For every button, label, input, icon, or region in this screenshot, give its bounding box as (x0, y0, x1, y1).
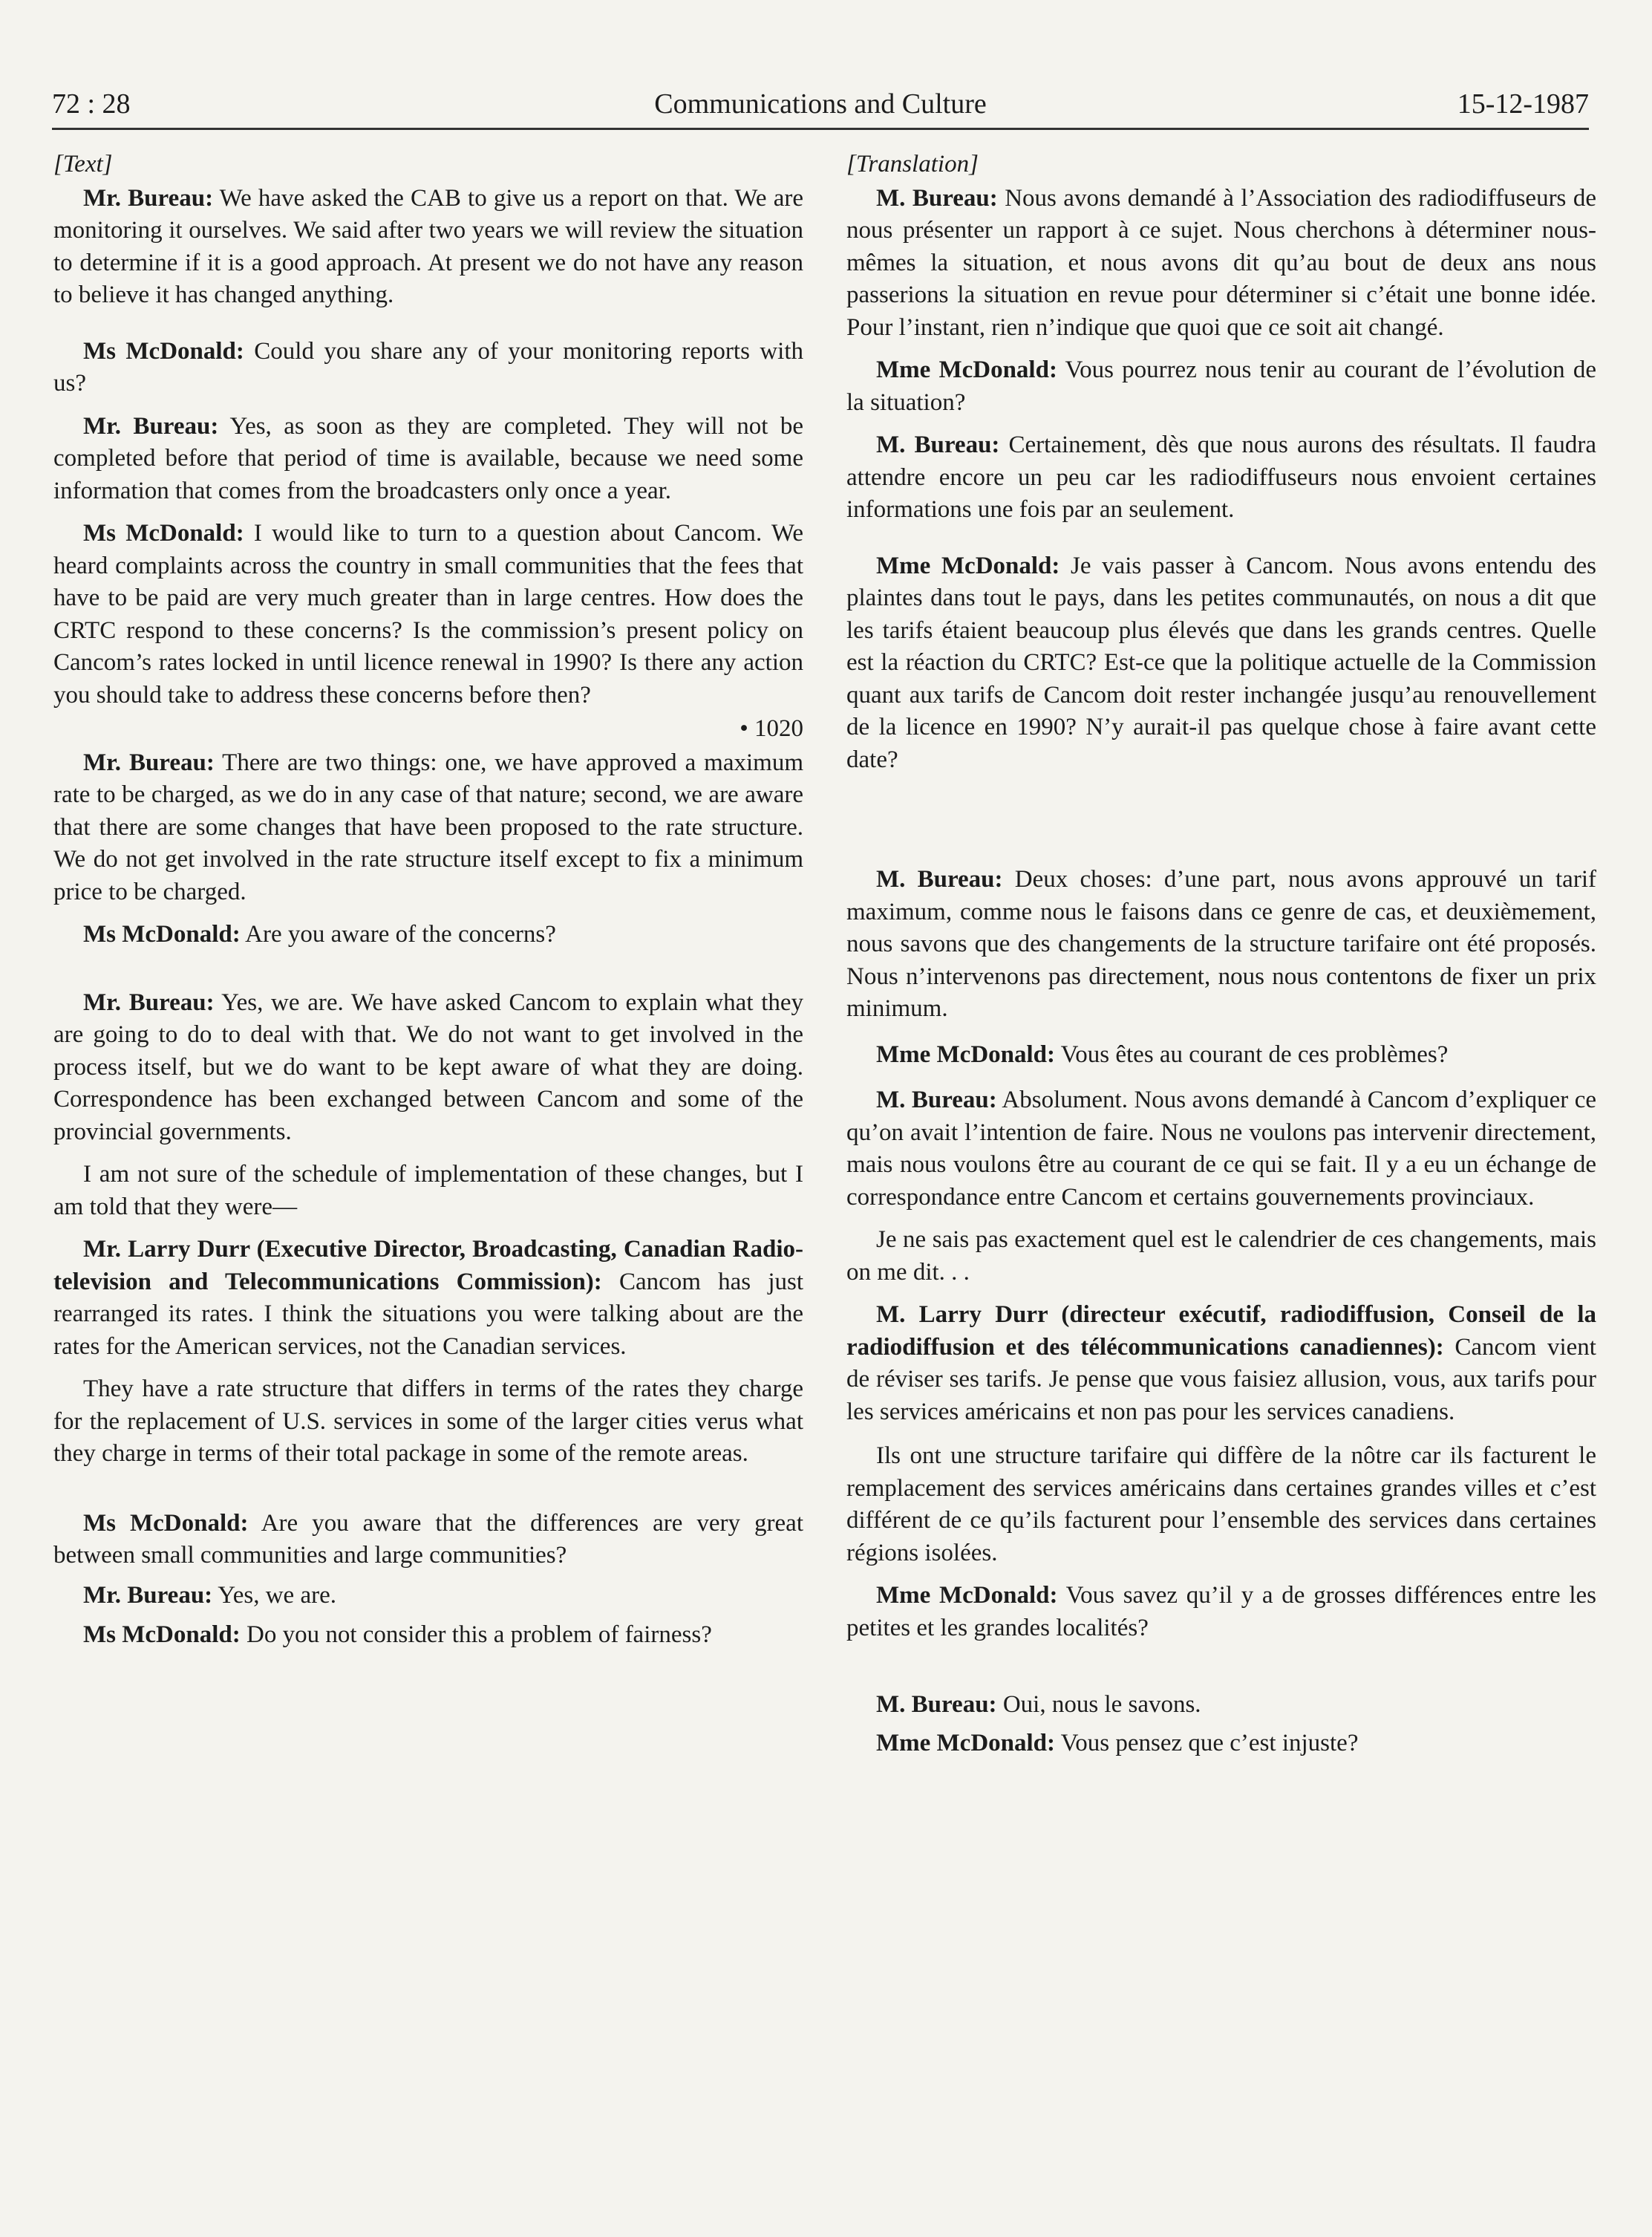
speech-text: They have a rate structure that differs in terms of the rates they charge for the replacement of U.S. services in some of the larger cities verus what they charge in terms of their total package in some of the remote areas. (53, 1375, 803, 1467)
speech-text: Yes, we are. We have asked Cancom to explain what they are going to do to deal with that. We do not want to get involved in the process itself, but we do want to be kept aware of what they are doing. Correspondence has been exchanged between Cancom and some of the provincial governments. (53, 989, 804, 1145)
paragraph (846, 550, 1596, 777)
paragraph (53, 987, 803, 1149)
speech-text: We have asked the CAB to give us a report on that. We are monitoring it ourselves. We said after two years we will review the situation to determine if it is a good approach. At present we do not have any reason to believe it has changed anything. (53, 184, 803, 308)
paragraph (53, 518, 803, 712)
speaker: Mme McDonald: (876, 1582, 1058, 1609)
paragraph (846, 1580, 1596, 1644)
speech-text: Je ne sais pas exactement quel est le calendrier de ces changements, mais on me dit. . . (846, 1226, 1596, 1286)
running-title: Communications and Culture (654, 88, 987, 120)
french-column (846, 149, 1596, 1759)
speech-text: Cancom vient de réviser ses tarifs. Je pense que vous faisiez allusion, vous, aux tarifs pour les services américains et non pas pour les services canadiens. (846, 1333, 1596, 1425)
english-column (53, 149, 803, 1652)
column-label: [Text] (53, 151, 113, 178)
speaker: Mme McDonald: (876, 552, 1060, 579)
speaker: Mr. Bureau: (83, 989, 215, 1016)
speaker: Mr. Bureau: (83, 412, 219, 440)
speech-text: Yes, we are. (212, 1581, 336, 1609)
paragraph (846, 354, 1596, 419)
speaker: Mr. Bureau: (83, 184, 214, 212)
paragraph (846, 1224, 1596, 1289)
column-label: [Translation] (846, 151, 979, 178)
paragraph (53, 1508, 803, 1572)
page-date: 15-12-1987 (1457, 88, 1589, 120)
speech-text: Are you aware of the concerns? (240, 921, 556, 948)
speaker: M. Bureau: (876, 1087, 997, 1113)
paragraph (53, 919, 803, 951)
speech-text: Vous êtes au courant de ces problèmes? (1055, 1041, 1449, 1068)
time-marker: • 1020 (740, 715, 803, 742)
paragraph (53, 336, 803, 400)
page-header (52, 83, 1589, 130)
paragraph (53, 411, 803, 508)
speaker: M. Bureau: (876, 866, 1003, 893)
speaker: M. Bureau: (876, 432, 1000, 458)
paragraph (846, 1440, 1596, 1569)
paragraph (846, 1299, 1596, 1428)
speech-text: Do you not consider this a problem of fairness? (240, 1621, 712, 1648)
paragraph (53, 1373, 803, 1471)
paragraph (846, 429, 1596, 527)
speech-text: Nous avons demandé à l’Association des radiodiffuseurs de nous présenter un rapport à ce sujet. Nous cherchons à déterminer nous-mêmes la situation, et nous avons dit qu’au bout de deux ans nous passerions la situation en revue pour déterminer si c’était une bonne idée. Pour l’instant, rien n’indique que quoi que ce soit ait changé. (846, 184, 1596, 341)
paragraph (846, 1728, 1596, 1760)
speaker: Ms McDonald: (83, 1621, 241, 1648)
paragraph (846, 1689, 1596, 1722)
paragraph (53, 1580, 803, 1612)
speaker: Mr. Bureau: (83, 749, 215, 776)
speech-text: I am not sure of the schedule of implementation of these changes, but I am told that they were— (53, 1161, 803, 1220)
speech-text: Are you aware that the differences are very great between small communities and large communities? (53, 1509, 803, 1569)
speech-text: Certainement, dès que nous aurons des résultats. Il faudra attendre encore un peu car les radiodiffuseurs nous envoient certaines informations une fois par an seulement. (846, 432, 1596, 523)
paragraph (53, 1234, 803, 1363)
speaker: Mr. Bureau: (83, 1581, 213, 1609)
speaker: Ms McDonald: (83, 921, 241, 948)
speech-text: Vous pourrez nous tenir au courant de l’évolution de la situation? (846, 356, 1596, 416)
paragraph (846, 864, 1596, 1026)
speaker: Ms McDonald: (83, 337, 244, 365)
speaker: Mme McDonald: (876, 1729, 1056, 1756)
speaker: M. Larry Durr (directeur exécutif, radiodiffusion, Conseil de la radiodiffusion et des télécommunications canadiennes): (846, 1301, 1596, 1361)
speech-text: There are two things: one, we have approved a maximum rate to be charged, as we do in any case of that nature; second, we are aware that there are some changes that have been proposed to the rate structure. We do not get involved in the rate structure itself except to fix a minimum price to be charged. (53, 749, 803, 905)
speech-text: Absolument. Nous avons demandé à Cancom d’expliquer ce qu’on avait l’intention de faire. Nous ne voulons pas intervenir directement, mais nous voulons être au courant de ce qui se fait. Il y a eu un échange de correspondance entre Cancom et certains gouvernements provinciaux. (846, 1087, 1596, 1211)
speaker: M. Bureau: (876, 184, 998, 212)
paragraph (53, 747, 803, 909)
speaker: M. Bureau: (876, 1691, 997, 1718)
page-number: 72 : 28 (52, 88, 131, 120)
speech-text: Deux choses: d’une part, nous avons approuvé un tarif maximum, comme nous le faisons dans ce genre de cas, et deuxièmement, nous savons que des changements de la structure tarifaire ont été proposés. Nous n’intervenons pas directement, nous nous contentons de fixer un prix minimum. (846, 866, 1596, 1022)
paragraph (53, 1159, 803, 1223)
speech-text: Je vais passer à Cancom. Nous avons entendu des plaintes dans tout le pays, dans les petites communautés, on nous a dit que les tarifs étaient beaucoup plus élevés que dans les grands centres. Quelle est la réaction du CRTC? Est-ce que la politique actuelle de la Commission quant aux tarifs de Cancom doit rester inchangée jusqu’au renouvellement de la licence en 1990? N’y aurait-il pas quelque chose à faire avant cette date? (846, 552, 1596, 773)
speech-text: I would like to turn to a question about Cancom. We heard complaints across the country in small communities that the fees that have to be paid are very much greater than in large centres. How does the CRTC respond to these concerns? Is the commission’s present policy on Cancom’s rates locked in until licence renewal in 1990? Is there any action you should take to address these concerns before then? (53, 520, 803, 709)
speaker: Ms McDonald: (83, 520, 244, 547)
speech-text: Yes, as soon as they are completed. They will not be completed before that period of time is available, because we need some information that comes from the broadcasters only once a year. (53, 412, 803, 504)
paragraph (846, 183, 1596, 345)
speech-text: Vous savez qu’il y a de grosses différences entre les petites et les grandes localités? (846, 1582, 1596, 1641)
paragraph (846, 1084, 1596, 1214)
speech-text: Could you share any of your monitoring reports with us? (53, 337, 803, 397)
speech-text: Vous pensez que c’est injuste? (1055, 1729, 1359, 1756)
speaker: Mme McDonald: (876, 1041, 1056, 1068)
speech-text: Ils ont une structure tarifaire qui diffère de la nôtre car ils facturent le remplacement des services américains dans certaines grandes villes et c’est différent de ce qu’ils facturent pour l’ensemble des services dans certaines régions isolées. (846, 1442, 1596, 1566)
paragraph (846, 1039, 1596, 1072)
paragraph (53, 183, 803, 312)
speech-text: Cancom has just rearranged its rates. I think the situations you were talking about are the rates for the American services, not the Canadian services. (53, 1268, 803, 1360)
paragraph (53, 1619, 803, 1652)
speaker: Mme McDonald: (876, 356, 1057, 383)
speaker: Mr. Larry Durr (Executive Director, Broadcasting, Canadian Radio-television and Telecommunications Commission): (53, 1236, 803, 1295)
speaker: Ms McDonald: (83, 1509, 249, 1537)
speech-text: Oui, nous le savons. (996, 1691, 1201, 1718)
